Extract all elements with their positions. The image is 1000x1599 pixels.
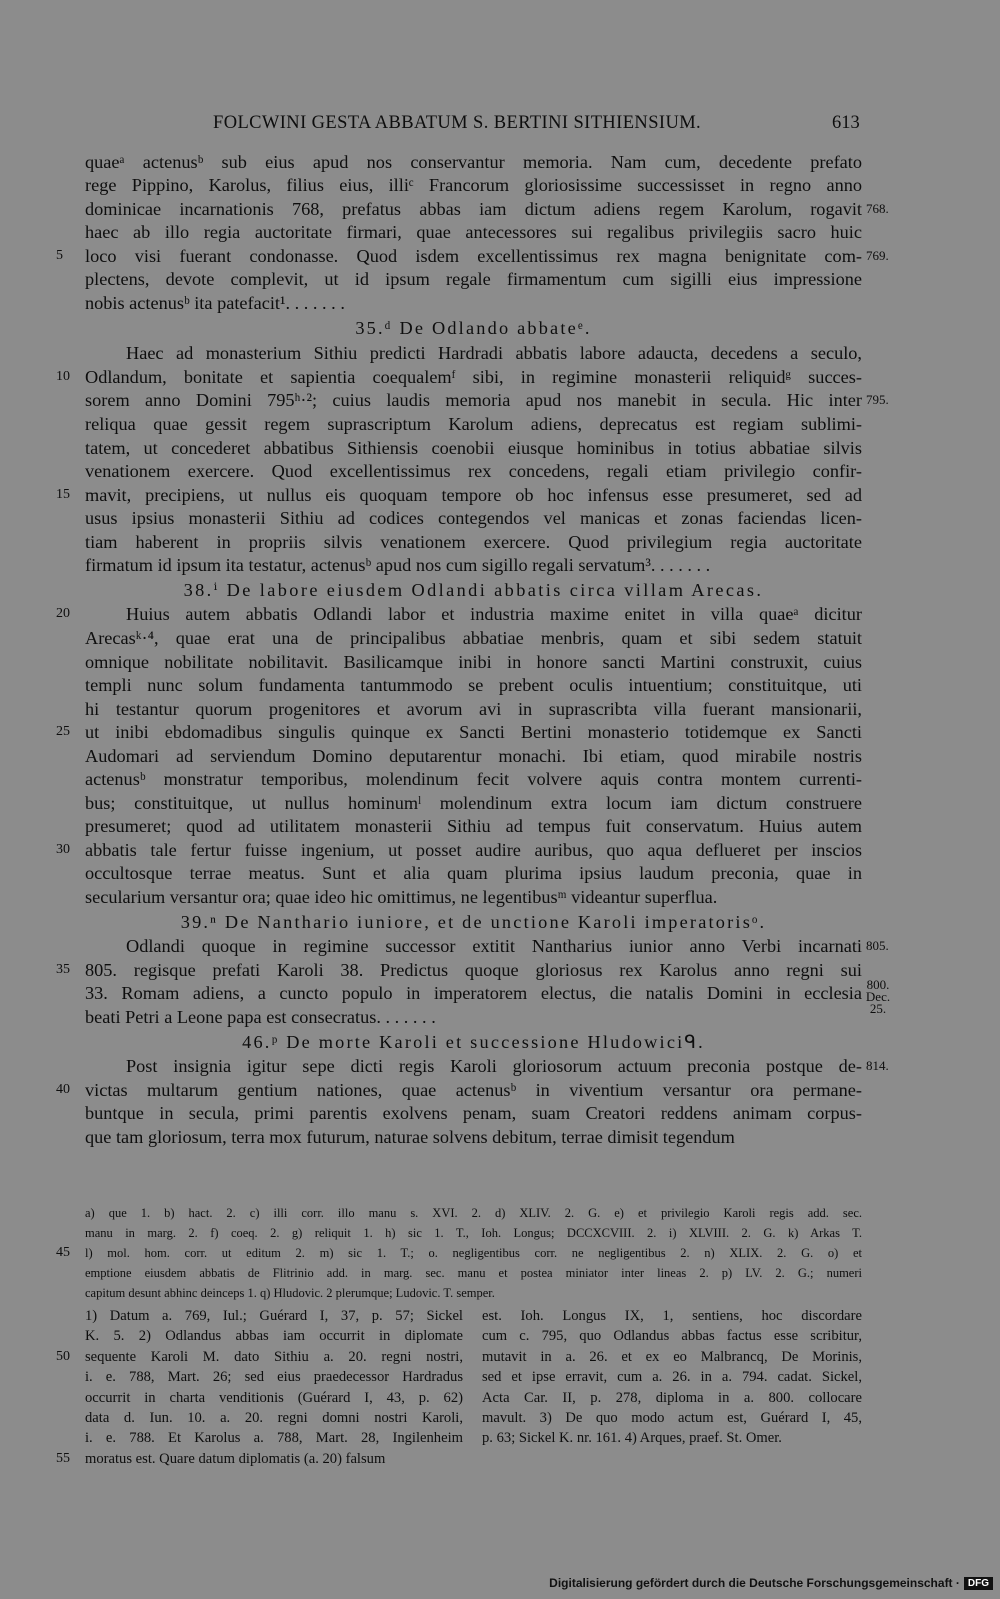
line-number: 25 bbox=[56, 724, 70, 739]
line-number: 20 bbox=[56, 606, 70, 621]
footnote-line-right: mavult. 3) De quo modo actum est, Guérard I, 45, bbox=[482, 1410, 862, 1426]
text-line: bus; constituitque, ut nullus hominumˡ molendinum extra locum iam dictum construere bbox=[85, 793, 862, 813]
text-line: actenusᵇ monstratur temporibus, molendinum fecit volvere aquis contra montem currenti- bbox=[85, 769, 862, 789]
line-number: 15 bbox=[56, 487, 70, 502]
text-line: Audomari ad serviendum Domino deputarentur monachi. Ibi etiam, quod mirabile nostris bbox=[85, 746, 862, 766]
line-number: 5 bbox=[56, 248, 63, 263]
text-line: Odlandum, bonitate et sapientia coequalemᶠ sibi, in regimine monasterii reliquidᵍ succes- bbox=[85, 367, 862, 387]
line-number: 35 bbox=[56, 962, 70, 977]
text-line: Odlandi quoque in regimine successor extitit Nantharius iunior anno Verbi incarnati bbox=[126, 936, 862, 956]
chapter-heading: 38.ⁱ De labore eiusdem Odlandi abbatis circa villam Arecas. bbox=[183, 580, 764, 600]
text-line: abbatis tale fertur fuisse ingenium, ut posset audire auribus, quo aqua deflueret per inscios bbox=[85, 840, 862, 860]
footnote-line-left: i. e. 788. Et Karolus a. 788, Mart. 28, Ingilenheim bbox=[85, 1430, 463, 1447]
footnote-line-left: data d. Iun. 10. a. 20. regni domni nostri Karoli, bbox=[85, 1410, 463, 1426]
footer-text: Digitalisierung gefördert durch die Deutsche Forschungsgemeinschaft · bbox=[549, 1576, 960, 1590]
footnote-line-left: moratus est. Quare datum diplomatis (a. 20) falsum bbox=[85, 1450, 386, 1467]
footnote-line-right: mutavit in a. 26. et ex eo Malbrancq, De Morinis, bbox=[482, 1348, 862, 1365]
apparatus-line: manu in marg. 2. f) coeq. 2. g) reliquit 1. h) sic 1. T., Ioh. Longus; DCCXCVIII. 2. i) XLVIII. 2. G. k) Arkas T. bbox=[85, 1226, 862, 1240]
text-line: tiam haberent in propriis silvis venationem exercere. Quod privilegium regia auctoritate bbox=[85, 532, 862, 552]
line-number: 50 bbox=[56, 1348, 70, 1364]
footnote-line-right: sed et ipse erravit, cum a. 26. in a. 794. cadat. Sickel, bbox=[482, 1369, 862, 1386]
footnote-line-right: p. 63; Sickel K. nr. 161. 4) Arques, praef. St. Omer. bbox=[482, 1430, 782, 1447]
dfg-logo: DFG bbox=[964, 1577, 993, 1590]
footnote-line-left: K. 5. 2) Odlandus abbas iam occurrit in diplomate bbox=[85, 1328, 463, 1345]
digitization-footer bbox=[549, 1574, 993, 1592]
text-line: Post insignia igitur sepe dicti regis Karoli gloriosorum actuum preconia postque de- bbox=[126, 1056, 862, 1076]
text-line: templi nunc solum fundamenta tantummodo se prebent oculis intuentium; constituitque, uti bbox=[85, 675, 862, 695]
line-number: 10 bbox=[56, 369, 70, 384]
text-line: dominicae incarnationis 768, prefatus abbas iam dictum adiens regem Karolum, rogavit bbox=[85, 199, 862, 219]
footnote-line-right: cum c. 795, quo Odlandus abbas factus esse scribitur, bbox=[482, 1328, 862, 1345]
text-line: secularium versantur ora; quae ideo hic omittimus, ne legentibusᵐ videantur superflua. bbox=[85, 887, 718, 907]
text-line: rege Pippino, Karolus, filius eius, illiᶜ Francorum gloriosissime successisset in regno anno bbox=[85, 175, 862, 195]
text-line: 805. regisque prefati Karoli 38. Predictus quoque gloriosus rex Karolus anno regni sui bbox=[85, 960, 862, 980]
footnote-line-left: sequente Karoli M. dato Sithiu a. 20. regni nostri, bbox=[85, 1348, 463, 1365]
chapter-heading: 46.ᵖ De morte Karoli et successione Hludowiciᑫ. bbox=[242, 1032, 705, 1052]
apparatus-line: l) mol. hom. corr. ut editum 2. m) sic 1. T.; o. negligentibus corr. ne negligentibus 2. n) XLIX. 2. G. o) et bbox=[85, 1246, 862, 1260]
margin-date-note: 769. bbox=[866, 248, 889, 263]
text-line: Huius autem abbatis Odlandi labor et industria maxime enitet in villa quaeᵃ dicitur bbox=[126, 604, 862, 624]
text-line: sorem anno Domini 795ʰ·²; cuius laudis memoria apud nos manebit in secula. Hic inter bbox=[85, 390, 862, 410]
text-line: omnique nobilitate nobilitavit. Basilicamque inibi in honore sancti Martini construxit, cuius bbox=[85, 652, 862, 672]
text-line: usus ipsius monasterii Sithiu ad codices contegendos vel manicas et zonas faciendas licen- bbox=[85, 508, 862, 528]
text-line: plectens, devote complevit, ut id ipsum regale firmamentum cum sigilli eius impressione bbox=[85, 269, 862, 289]
text-line: beati Petri a Leone papa est consecratus. . . . . . . bbox=[85, 1007, 436, 1027]
text-line: firmatum id ipsum ita testatur, actenusᵇ apud nos cum sigillo regali servatum³. . . . . . . bbox=[85, 555, 711, 575]
text-line: 33. Romam adiens, a cuncto populo in imperatorem electus, die natalis Domini in ecclesia bbox=[85, 983, 862, 1003]
chapter-heading: 35.ᵈ De Odlando abbateᵉ. bbox=[355, 318, 592, 338]
footnote-line-left: 1) Datum a. 769, Iul.; Guérard I, 37, p. 57; Sickel bbox=[85, 1308, 463, 1324]
line-number: 45 bbox=[56, 1245, 70, 1260]
text-line: hi testantur quorum progenitores et avorum avi in suprascribta villa fuerant mansionarii, bbox=[85, 699, 862, 719]
footnote-line-left: i. e. 788, Mart. 26; sed eius praedecessor Hardradus bbox=[85, 1369, 463, 1386]
text-line: Arecasᵏ·⁴, quae erat una de principalibus abbatiae menbris, quam et sibi sedem statuit bbox=[85, 628, 862, 648]
text-line: venationem exercere. Quod excellentissimus rex concedens, regali etiam privilegio confir- bbox=[85, 461, 862, 481]
line-number: 30 bbox=[56, 842, 70, 857]
line-number: 40 bbox=[56, 1082, 70, 1097]
text-line: tatem, ut concederet abbatibus Sithiensis coenobii eiusque hominibus in totius abbatiae silvis bbox=[85, 438, 862, 458]
text-line: quaeᵃ actenusᵇ sub eius apud nos conservantur memoria. Nam cum, decedente prefato bbox=[85, 152, 862, 172]
margin-date-note: 768. bbox=[866, 201, 889, 216]
margin-date-note: 814. bbox=[866, 1058, 889, 1073]
text-line: ut inibi ebdomadibus singulis quinque ex Sancti Bertini monasterio totidemque ex Sancti bbox=[85, 722, 862, 742]
running-head-title: FOLCWINI GESTA ABBATUM S. BERTINI SITHIENSIUM. bbox=[213, 113, 702, 133]
footnote-line-left: occurrit in charta venditionis (Guérard I, 43, p. 62) bbox=[85, 1389, 463, 1406]
text-line: presumeret; quod ad utilitatem monasterii Sithiu ad tempus fuit conservatum. Huius autem bbox=[85, 816, 862, 836]
text-line: loco visi fuerant condonasse. Quod isdem excellentissimus rex magna benignitate com- bbox=[85, 246, 862, 266]
apparatus-line: capitum desunt abhinc deinceps 1. q) Hludovic. 2 plerumque; Ludovic. T. semper. bbox=[85, 1286, 495, 1300]
chapter-heading: 39.ⁿ De Nanthario iuniore, et de unctione Karoli imperatorisᵒ. bbox=[180, 912, 767, 932]
line-number: 55 bbox=[56, 1450, 70, 1466]
text-line: occultosque terrae meatus. Sunt et alia quam plurima ipsius laudum preconia, quae in bbox=[85, 863, 862, 883]
apparatus-line: a) que 1. b) hact. 2. c) illi corr. illo manu s. XVI. 2. d) XLIV. 2. G. e) et privilegio Karoli regis add. sec. bbox=[85, 1206, 862, 1220]
text-line: haec ab illo regia auctoritate firmari, quae antecessores sui regalibus privilegiis sacro huic bbox=[85, 222, 862, 242]
running-head bbox=[0, 113, 1000, 143]
text-line: nobis actenusᵇ ita patefacit¹. . . . . . . bbox=[85, 293, 345, 313]
margin-date-note: 800. Dec. 25. bbox=[865, 977, 891, 1016]
margin-date-note: 795. bbox=[866, 392, 889, 407]
footnote-line-right: Acta Car. II, p. 278, diploma in a. 800. collocare bbox=[482, 1389, 862, 1406]
page-number: 613 bbox=[832, 113, 860, 133]
margin-date-note: 805. bbox=[866, 938, 889, 953]
text-line: buntque in secula, primi parentis exolvens penam, suam Creatori reddens animam corpus- bbox=[85, 1103, 862, 1123]
text-line: que tam gloriosum, terra mox futurum, naturae solvens debitum, terrae dimisit tegendum bbox=[85, 1127, 735, 1147]
text-line: mavit, precipiens, ut nullus eis quoquam tempore ob hoc infensus esse presumeret, sed ad bbox=[85, 485, 862, 505]
footnote-line-right: est. Ioh. Longus IX, 1, sentiens, hoc discordare bbox=[482, 1308, 862, 1324]
apparatus-line: emptione eiusdem abbatis de Flitrinio add. in marg. sec. manu et postea miniator inter lineas 2. p) LV. 2. G.; numeri bbox=[85, 1266, 862, 1280]
text-line: Haec ad monasterium Sithiu predicti Hardradi abbatis labore adaucta, decedens a seculo, bbox=[126, 343, 862, 363]
text-line: reliqua quae gessit regem suprascriptum Karolum adiens, deprecatus est regiam sublimi- bbox=[85, 414, 862, 434]
text-line: victas multarum gentium nationes, quae actenusᵇ in viventium versantur ora permane- bbox=[85, 1080, 862, 1100]
